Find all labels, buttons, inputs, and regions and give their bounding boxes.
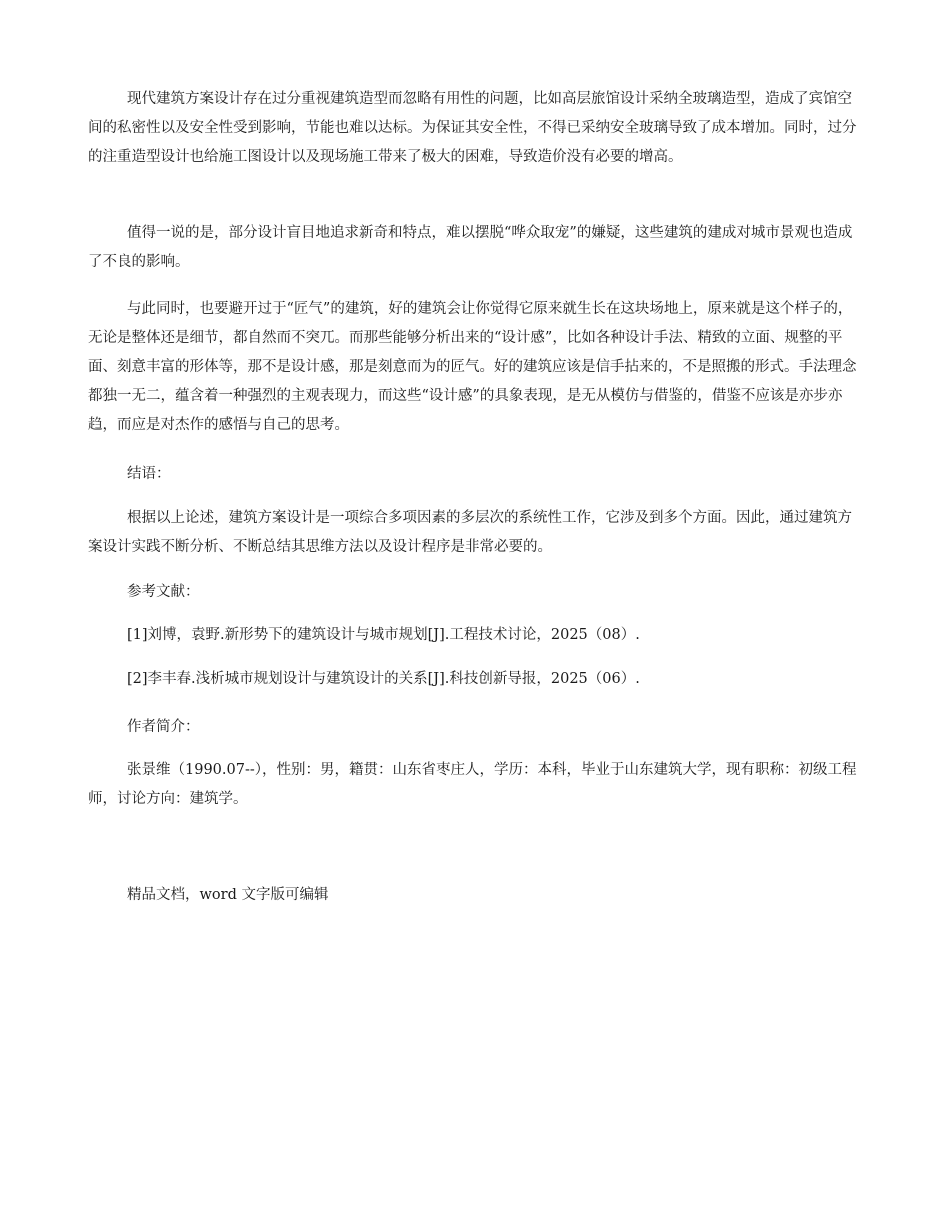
paragraph-design-issues: 现代建筑方案设计存在过分重视建筑造型而忽略有用性的问题，比如高层旅馆设计采纳全玻璃造型，造成了宾馆空间的私密性以及安全性受到影响，节能也难以达标。为保证其安全性，不得已采纳安全玻璃导致了成本增加。同时，过分的注重造型设计也给施工图设计以及现场施工带来了极大的困难，导致造价没有必要的增高。 (88, 91, 857, 165)
author-bio: 张景维（1990.07--），性别：男，籍贯：山东省枣庄人，学历：本科，毕业于山东建筑大学，现有职称：初级工程师，讨论方向：建筑学。 (88, 762, 857, 807)
reference-item-1: [1]刘博，袁野.新形势下的建筑设计与城市规划[J].工程技术讨论，2025（08）. (127, 627, 640, 643)
references-heading: 参考文献： (127, 584, 200, 600)
footer-note: 精品文档，word 文字版可编辑 (127, 887, 329, 903)
conclusion-heading: 结语： (127, 466, 171, 482)
conclusion-paragraph: 根据以上论述，建筑方案设计是一项综合多项因素的多层次的系统性工作，它涉及到多个方面。因此，通过建筑方案设计实践不断分析、不断总结其思维方法以及设计程序是非常必要的。 (88, 510, 852, 555)
reference-item-2: [2]李丰春.浅析城市规划设计与建筑设计的关系[J].科技创新导报，2025（06）. (127, 671, 640, 687)
author-heading: 作者简介： (127, 719, 200, 735)
paragraph-novelty-critique: 值得一说的是，部分设计盲目地追求新奇和特点，难以摆脱“哗众取宠”的嫌疑，这些建筑的建成对城市景观也造成了不良的影响。 (88, 225, 853, 270)
paragraph-craftsmanship: 与此同时，也要避开过于“匠气”的建筑，好的建筑会让你觉得它原来就生长在这块场地上，原来就是这个样子的，无论是整体还是细节，都自然而不突兀。而那些能够分析出来的“设计感”，比如各种设计手法、精致的立面、规整的平面、刻意丰富的形体等，那不是设计感，那是刻意而为的匠气。好的建筑应该是信手拈来的，不是照搬的形式。手法理念都独一无二，蕴含着一种强烈的主观表现力，而这些“设计感”的具象表现，是无从模仿与借鉴的，借鉴不应该是亦步亦趋，而应是对杰作的感悟与自己的思考。 (88, 301, 857, 433)
